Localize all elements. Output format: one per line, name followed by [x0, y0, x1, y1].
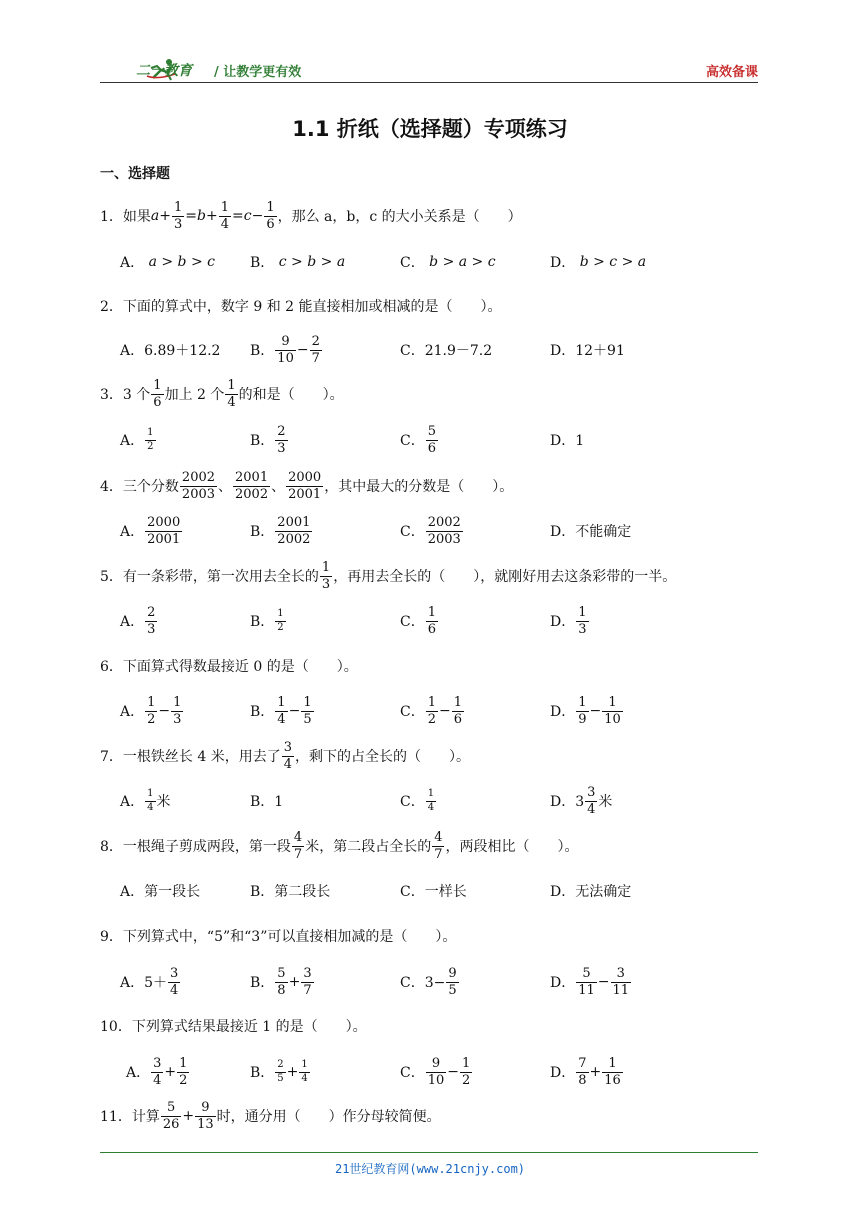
q2-option-c[interactable]: C．21.9－7.2 [400, 343, 493, 359]
q6-option-c[interactable]: C． $\frac{1}{2}$ − $\frac{1}{6}$ [400, 694, 463, 727]
brand-name: 二一教育 [136, 63, 192, 79]
footer-divider [100, 1152, 758, 1153]
q1-option-d[interactable]: D． b > c > a [550, 254, 647, 271]
q4-option-d[interactable]: D．不能确定 [550, 524, 632, 540]
q10-option-c[interactable]: C． $\frac{9}{10}$ − $\frac{1}{2}$ [400, 1055, 471, 1088]
section-heading: 一、选择题 [100, 166, 170, 182]
q6-option-b[interactable]: B． $\frac{1}{4}$ − $\frac{1}{5}$ [250, 694, 312, 727]
q3-option-a[interactable]: A． $\frac{1}{2}$ [120, 427, 154, 452]
q10-option-d[interactable]: D． $\frac{7}{8}$ + $\frac{1}{16}$ [550, 1055, 621, 1088]
q3-option-c[interactable]: C． $\frac{5}{6}$ [400, 423, 436, 456]
q6-option-d[interactable]: D． $\frac{1}{9}$ − $\frac{1}{10}$ [550, 694, 621, 727]
q2-option-b[interactable]: B． $\frac{9}{10}$ − $\frac{2}{7}$ [250, 333, 320, 366]
q10-option-b[interactable]: B． $\frac{2}{5}$ + $\frac{1}{4}$ [250, 1059, 308, 1084]
page-title: 1.1 折纸（选择题）专项练习 [292, 117, 568, 141]
q5-option-a[interactable]: A． $\frac{2}{3}$ [120, 604, 156, 637]
question-10: 10．下列算式结果最接近 1 的是（ ）。 [100, 1019, 367, 1035]
q7-option-d[interactable]: D．3 $\frac{3}{4}$ 米 [550, 784, 613, 817]
q1-option-b[interactable]: B． c > b > a [250, 254, 346, 271]
footer-text[interactable]: 21世纪教育网(www.21cnjy.com) [334, 1162, 526, 1176]
question-2: 2．下面的算式中，数字 9 和 2 能直接相加或相减的是（ ）。 [100, 299, 502, 315]
question-11: 11． 计算 $\frac{5}{26}$ + $\frac{9}{13}$ 时，通分用（ ）作分母较简便。 [100, 1099, 441, 1132]
q3-option-d[interactable]: D．1 [550, 433, 585, 449]
q8-option-a[interactable]: A．第一段长 [120, 884, 201, 900]
question-7: 7． 一根铁丝长 4 米，用去了 $\frac{3}{4}$ ，剩下的占全长的（ ）。 [100, 739, 471, 772]
q4-option-c[interactable]: C． $\frac{2002}{2003}$ [400, 514, 461, 547]
page-header [100, 58, 758, 82]
q4-option-a[interactable]: A． $\frac{2000}{2001}$ [120, 514, 181, 547]
q7-option-b[interactable]: B．1 [250, 794, 284, 810]
q1-option-c[interactable]: C． b > a > c [400, 254, 496, 271]
q4-option-b[interactable]: B． $\frac{2001}{2002}$ [250, 514, 311, 547]
header-tag: 高效备课 [705, 65, 758, 80]
q9-option-c[interactable]: C．3− $\frac{9}{5}$ [400, 965, 457, 998]
question-1: 1． 如果 a + $\frac{1}{3}$ = b + $\frac{1}{4}$ = c − $\frac{1}{6}$ ，那么 a，b，c 的大小关系是（ ） [100, 199, 522, 232]
question-5: 5． 有一条彩带，第一次用去全长的 $\frac{1}{3}$ ，再用去全长的（ ），就刚好用去这条彩带的一半。 [100, 559, 677, 592]
question-3: 3． 3 个 $\frac{1}{6}$ 加上 2 个 $\frac{1}{4}$ 的和是（ ）。 [100, 377, 344, 410]
header-divider [100, 82, 758, 83]
header-slogan: / 让教学更有效 [214, 65, 302, 80]
q5-option-b[interactable]: B． $\frac{1}{2}$ [250, 608, 284, 633]
q7-option-c[interactable]: C． $\frac{1}{4}$ [400, 788, 435, 813]
question-6: 6．下面算式得数最接近 0 的是（ ）。 [100, 659, 358, 675]
q9-option-d[interactable]: D． $\frac{5}{11}$ − $\frac{3}{11}$ [550, 965, 630, 998]
q8-option-d[interactable]: D．无法确定 [550, 884, 632, 900]
q3-option-b[interactable]: B． $\frac{2}{3}$ [250, 423, 286, 456]
q6-option-a[interactable]: A． $\frac{1}{2}$ − $\frac{1}{3}$ [120, 694, 182, 727]
q2-option-a[interactable]: A．6.89＋12.2 [120, 343, 221, 359]
q8-option-c[interactable]: C．一样长 [400, 884, 467, 900]
question-9: 9．下列算式中，“5”和“3”可以直接相加减的是（ ）。 [100, 929, 457, 945]
question-4: 4． 三个分数 $\frac{2002}{2003}$ 、 $\frac{2001}{2002}$ 、 $\frac{2000}{2001}$ ，其中最大的分数是（ ）。 [100, 469, 514, 502]
q2-option-d[interactable]: D．12＋91 [550, 343, 625, 359]
question-8: 8． 一根绳子剪成两段，第一段 $\frac{4}{7}$ 米，第二段占全长的 $\frac{4}{7}$ ，两段相比（ ）。 [100, 829, 579, 862]
q1-option-a[interactable]: A． a > b > c [120, 254, 215, 271]
q10-option-a[interactable]: A． $\frac{3}{4}$ + $\frac{1}{2}$ [126, 1055, 188, 1088]
q5-option-c[interactable]: C． $\frac{1}{6}$ [400, 604, 436, 637]
q9-option-b[interactable]: B． $\frac{5}{8}$ + $\frac{3}{7}$ [250, 965, 312, 998]
q5-option-d[interactable]: D． $\frac{1}{3}$ [550, 604, 587, 637]
q8-option-b[interactable]: B．第二段长 [250, 884, 331, 900]
q7-option-a[interactable]: A． $\frac{1}{4}$ 米 [120, 788, 171, 813]
q9-option-a[interactable]: A．5＋ $\frac{3}{4}$ [120, 965, 179, 998]
